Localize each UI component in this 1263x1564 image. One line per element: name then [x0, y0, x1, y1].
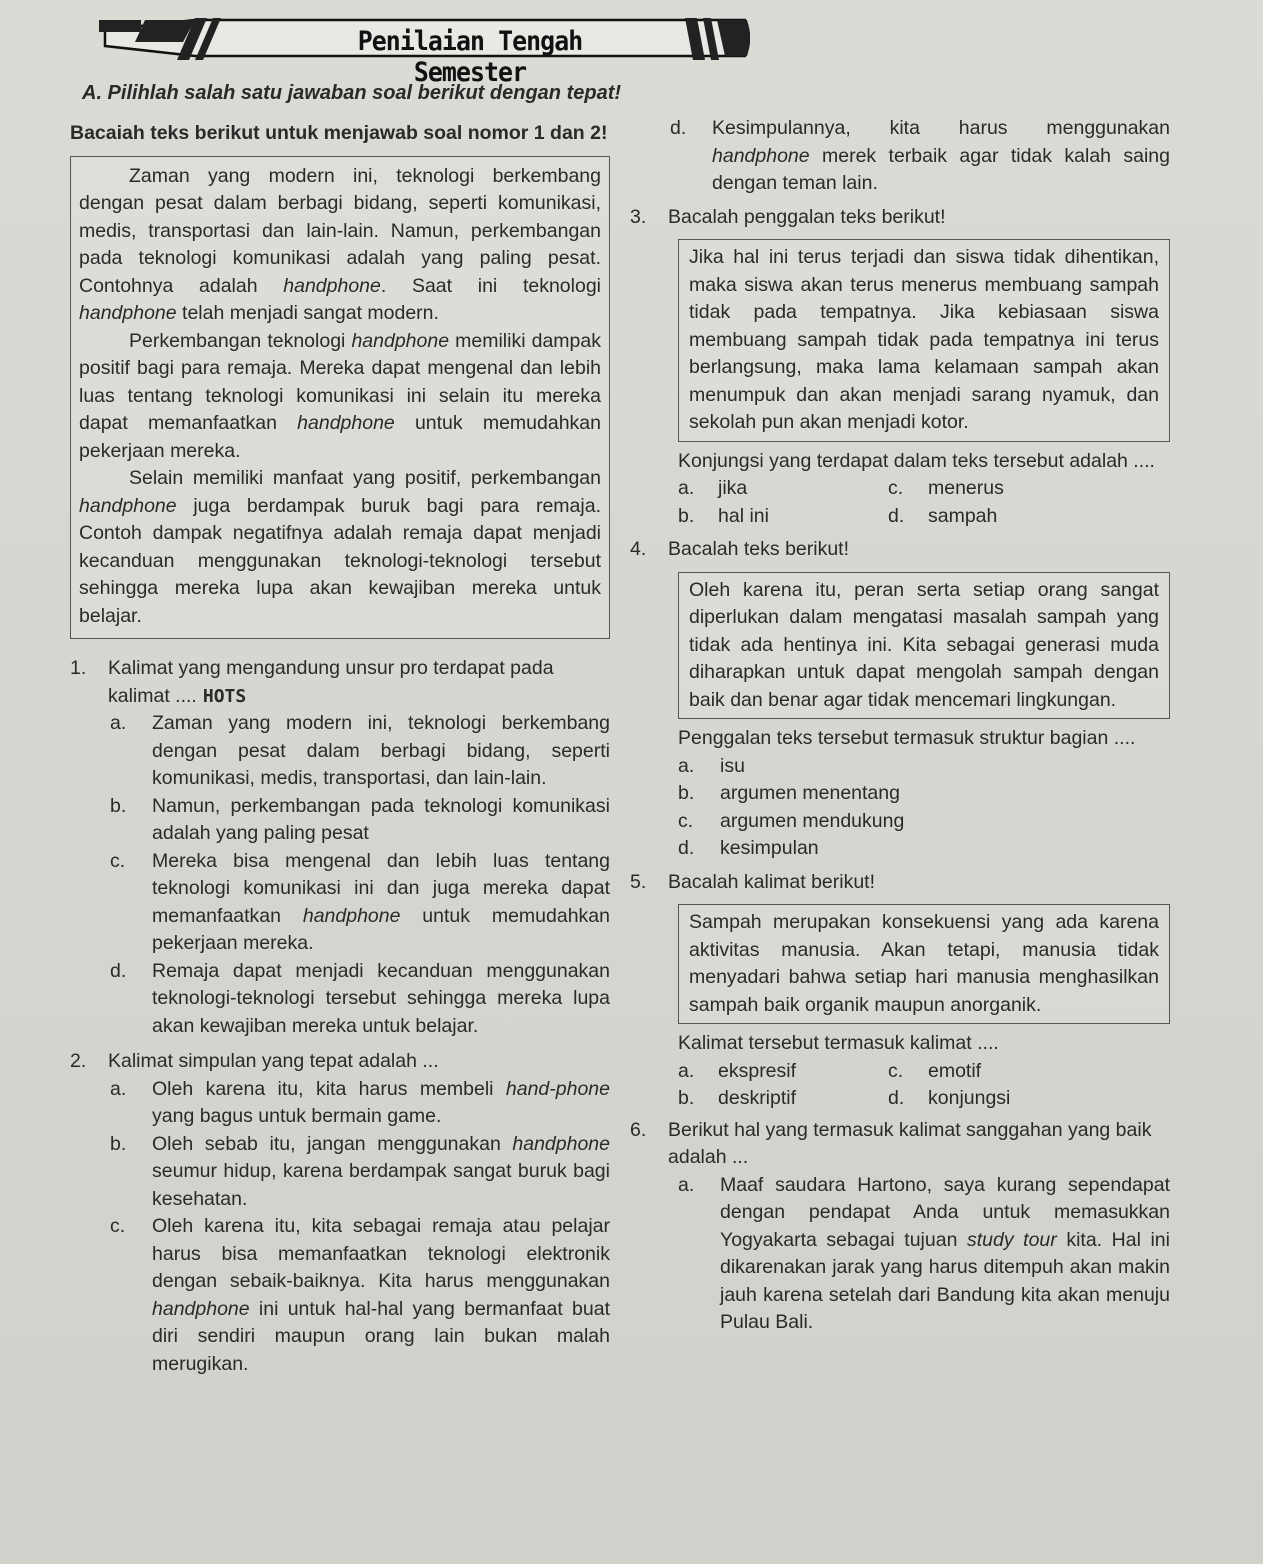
- question-prompt: Konjungsi yang terdapat dalam teks tersebut adalah ....: [678, 449, 1155, 472]
- option-d[interactable]: d. Kesimpulannya, kita harus menggunakan handphone merek terbaik agar tidak kalah saing dengan teman lain.: [670, 117, 1170, 194]
- question-text: Kalimat simpulan yang tepat adalah ...: [108, 1050, 439, 1072]
- passage-paragraph: Selain memiliki manfaat yang positif, perkembangan handphone juga berdampak buruk bagi para remaja. Contoh dampak negatifnya adalah remaja dapat menjadi kecanduan menggunakan teknologi-teknologi tersebut sehingga mereka lupa akan kewajiban mereka untuk belajar.: [79, 467, 601, 627]
- option-c[interactable]: c. menerus: [888, 477, 1004, 499]
- reading-passage: [70, 156, 610, 640]
- question-text: Kalimat yang mengandung unsur pro terdapat pada kalimat .... HOTS: [108, 657, 554, 707]
- option-d[interactable]: d. konjungsi: [888, 1087, 1011, 1109]
- question-prompt: Penggalan teks tersebut termasuk struktur bagian ....: [678, 727, 1136, 749]
- option-a[interactable]: a. isu: [678, 754, 745, 777]
- question-text: Berikut hal yang termasuk kalimat sanggahan yang baik adalah ...: [668, 1118, 1152, 1168]
- option-d[interactable]: d. sampah: [888, 504, 998, 527]
- options-grid: [678, 475, 1170, 530]
- question-2: 2. Kalimat simpulan yang tepat adalah ... a. Oleh karena itu, kita harus membeli hand-phone yang bagus untuk bermain game. b. Oleh sebab itu, jangan menggunakan handphone seumur hidup, karena berdampak sangat buruk bagi kesehatan. c. Oleh karena itu, kita sebagai remaja atau pelajar harus bisa memanfaatkan teknologi elektronik dengan sebaik-baiknya. Kita harus menggunakan handphone ini untuk hal-hal yang bermanfaat buat diri sendiri maupun orang lain bukan malah merugikan.: [70, 1048, 610, 1378]
- hots-badge: HOTS: [202, 685, 247, 707]
- right-column: [630, 115, 1170, 1337]
- text-excerpt-box: Jika hal ini terus terjadi dan siswa tidak dihentikan, maka siswa akan terus menerus membuang sampah tidak pada tempatnya. Jika kebiasaan siswa membuang sampah tidak pada tempatnya ini terus berlangsung, maka lama kelamaan sampah akan menumpuk dan akan menjadi sarang nyamuk, dan sekolah pun akan menjadi kotor.: [678, 239, 1170, 442]
- option-d[interactable]: d. Remaja dapat menjadi kecanduan menggunakan teknologi-teknologi tersebut sehingga mereka lupa akan kewajiban mereka untuk belajar.: [110, 959, 610, 1037]
- option-c[interactable]: c. Oleh karena itu, kita sebagai remaja atau pelajar harus bisa memanfaatkan teknologi elektronik dengan sebaik-baiknya. Kita harus menggunakan handphone ini untuk hal-hal yang bermanfaat buat diri sendiri maupun orang lain bukan malah merugikan.: [110, 1215, 610, 1375]
- page-title: Penilaian Tengah Semester: [357, 26, 583, 88]
- passage-paragraph: Zaman yang modern ini, teknologi berkembang dengan pesat dalam berbagi bidang, seperti komunikasi, medis, transportasi dan lain-lain. Namun, perkembangan pada teknologi komunikasi adalah yang paling pesat. Contohnya adalah handphone. Saat ini teknologi handphone telah menjadi sangat modern.: [79, 164, 601, 324]
- question-2-continued: [670, 115, 1170, 198]
- option-b[interactable]: b. Oleh sebab itu, jangan menggunakan handphone seumur hidup, karena berdampak sangat buruk bagi kesehatan.: [110, 1132, 610, 1210]
- option-c[interactable]: c. argumen mendukung: [678, 809, 905, 832]
- header-banner: [85, 12, 750, 88]
- option-c[interactable]: c. Mereka bisa mengenal dan lebih luas tentang teknologi komunikasi ini dan juga mereka dapat memanfaatkan handphone untuk memudahkan pekerjaan mereka.: [110, 849, 610, 954]
- question-5: 5. Bacalah kalimat berikut! Sampah merupakan konsekuensi yang ada karena aktivitas manusia. Akan tetapi, manusia tidak menyadari bahwa setiap hari manusia menghasilkan sampah baik organik maupun anorganik. Kalimat tersebut termasuk kalimat .... a. ekspresif c. emotif b. deskriptif d. konjungsi: [630, 869, 1170, 1113]
- text-excerpt-box: Oleh karena itu, peran serta setiap orang sangat diperlukan dalam mengatasi masalah sampah yang tidak ada hentinya ini. Kita sebagai generasi muda diharapkan untuk dapat mengolah sampah dengan baik dan benar agar tidak mencemari lingkungan.: [678, 572, 1170, 720]
- option-b[interactable]: b. argumen menentang: [678, 782, 900, 804]
- question-text: Bacalah kalimat berikut!: [668, 870, 876, 893]
- question-1: 1. Kalimat yang mengandung unsur pro terdapat pada kalimat .... HOTS a. Zaman yang modern ini, teknologi berkembang dengan pesat dalam berbagi bidang, seperti komunikasi, medis, transportasi, dan lain-lain. b. Namun, perkembangan pada teknologi komunikasi adalah yang paling pesat c. Mereka bisa mengenal dan lebih luas tentang teknologi komunikasi ini dan juga mereka dapat memanfaatkan handphone untuk memudahkan pekerjaan mereka. d. Remaja dapat menjadi kecanduan menggunakan teknologi-teknologi tersebut sehingga mereka lupa akan kewajiban mereka untuk belajar.: [70, 655, 610, 1040]
- option-b[interactable]: b. Namun, perkembangan pada teknologi komunikasi adalah yang paling pesat: [110, 794, 610, 844]
- question-prompt: Kalimat tersebut termasuk kalimat ....: [678, 1032, 999, 1054]
- section-heading: A. Pilihlah salah satu jawaban soal berikut dengan tepat!: [82, 82, 622, 104]
- options-grid: [678, 1058, 1170, 1113]
- option-a[interactable]: a. ekspresif: [678, 1059, 797, 1082]
- reading-instruction: Bacaiah teks berikut untuk menjawab soal nomor 1 dan 2!: [70, 122, 608, 144]
- left-column: [70, 120, 610, 1378]
- passage-paragraph: Perkembangan teknologi handphone memiliki dampak positif bagi para remaja. Mereka dapat mengenal dan lebih luas tentang teknologi komunikasi ini selain itu mereka dapat memanfaatkan handphone untuk memudahkan pekerjaan mereka.: [79, 329, 601, 462]
- question-6: 6. Berikut hal yang termasuk kalimat sanggahan yang baik adalah ... a. Maaf saudara Hartono, saya kurang sependapat dengan pendapat Anda untuk memasukkan Yogyakarta sebagai tujuan study tour kita. Hal ini dikarenakan jarak yang harus ditempuh akan makin jauh karena setelah dari Bandung kita akan menuju Pulau Bali.: [630, 1117, 1170, 1337]
- option-a[interactable]: a. Maaf saudara Hartono, saya kurang sependapat dengan pendapat Anda untuk memasukkan Yogyakarta sebagai tujuan study tour kita. Hal ini dikarenakan jarak yang harus ditempuh akan makin jauh karena setelah dari Bandung kita akan menuju Pulau Bali.: [678, 1173, 1170, 1333]
- option-b[interactable]: b. hal ini: [678, 504, 769, 527]
- option-c[interactable]: c. emotif: [888, 1059, 982, 1082]
- question-3: 3. Bacalah penggalan teks berikut! Jika hal ini terus terjadi dan siswa tidak dihentikan, maka siswa akan terus menerus membuang sampah tidak pada tempatnya. Jika kebiasaan siswa membuang sampah tidak pada tempatnya ini terus berlangsung, maka lama kelamaan sampah akan menumpuk dan akan menjadi sarang nyamuk, dan sekolah pun akan menjadi kotor. Konjungsi yang terdapat dalam teks tersebut adalah .... a. jika c. menerus b. hal ini d. sampah: [630, 204, 1170, 531]
- text-excerpt-box: Sampah merupakan konsekuensi yang ada karena aktivitas manusia. Akan tetapi, manusia tidak menyadari bahwa setiap hari manusia menghasilkan sampah baik organik maupun anorganik.: [678, 904, 1170, 1024]
- option-a[interactable]: a. Oleh karena itu, kita harus membeli hand-phone yang bagus untuk bermain game.: [110, 1077, 610, 1127]
- question-text: Bacalah teks berikut!: [668, 538, 850, 560]
- question-text: Bacalah penggalan teks berikut!: [668, 205, 946, 228]
- option-d[interactable]: d. kesimpulan: [678, 837, 819, 859]
- question-4: 4. Bacalah teks berikut! Oleh karena itu, peran serta setiap orang sangat diperlukan dalam mengatasi masalah sampah yang tidak ada hentinya ini. Kita sebagai generasi muda diharapkan untuk dapat mengolah sampah dengan baik dan benar agar tidak mencemari lingkungan. Penggalan teks tersebut termasuk struktur bagian .... a. isu b. argumen menentang c. argumen mendukung d. kesimpulan: [630, 536, 1170, 863]
- option-a[interactable]: a. Zaman yang modern ini, teknologi berkembang dengan pesat dalam berbagi bidang, seperti komunikasi, medis, transportasi, dan lain-lain.: [110, 712, 610, 789]
- option-a[interactable]: a. jika: [678, 477, 748, 499]
- option-b[interactable]: b. deskriptif: [678, 1087, 797, 1109]
